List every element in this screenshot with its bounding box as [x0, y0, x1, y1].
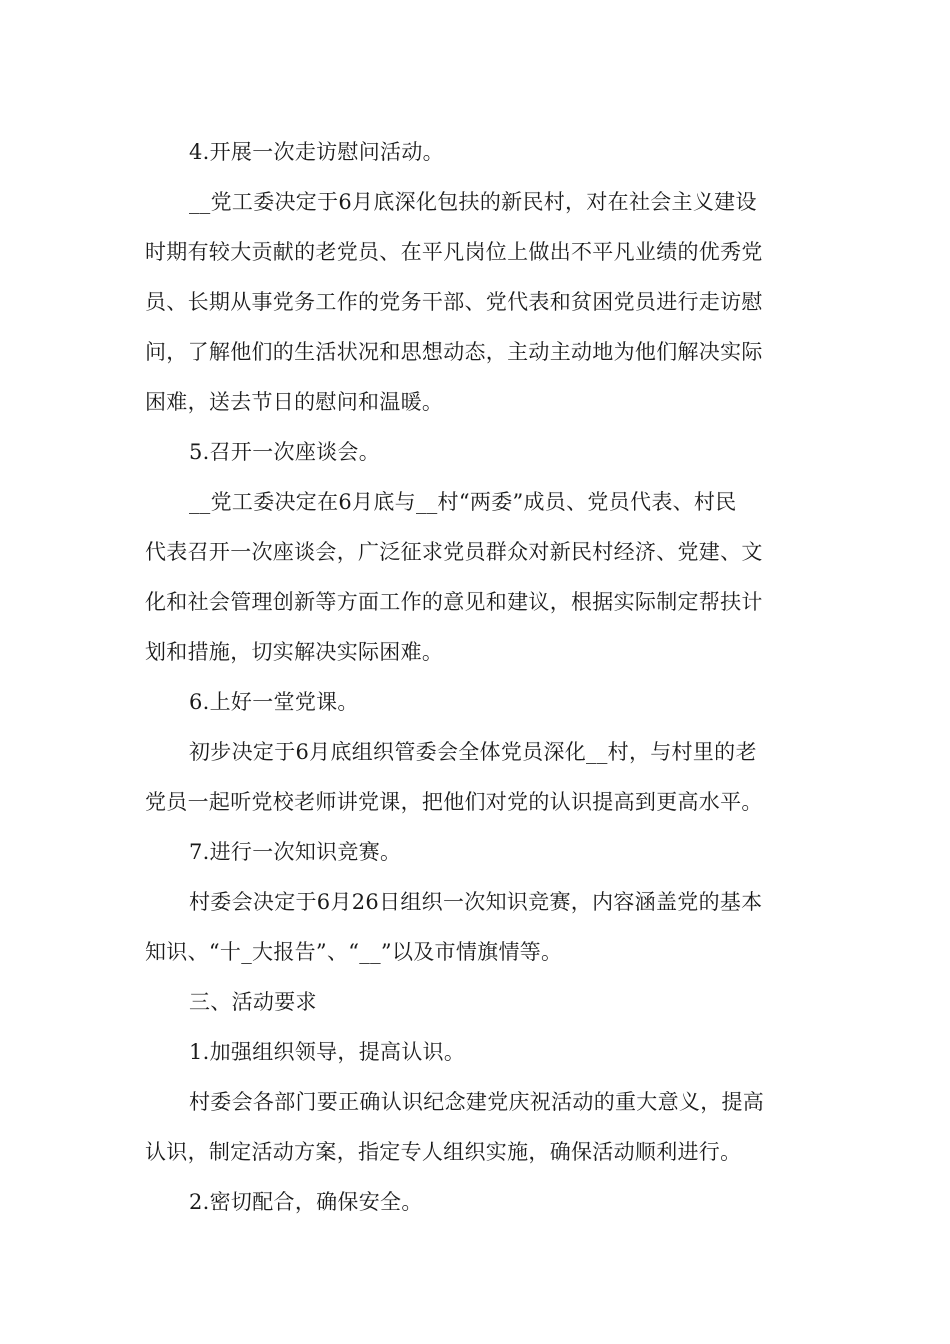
paragraph-line: 化和社会管理创新等方面工作的意见和建议，根据实际制定帮扶计 — [145, 590, 763, 614]
paragraph-line: __党工委决定在6月底与__村“两委”成员、党员代表、村民 — [189, 490, 737, 514]
heading-7-knowledge-contest: 7.进行一次知识竞赛。 — [189, 840, 402, 864]
paragraph-line: 困难，送去节日的慰问和温暖。 — [145, 390, 444, 414]
paragraph-line: 划和措施，切实解决实际困难。 — [145, 640, 444, 664]
paragraph-line: __党工委决定于6月底深化包扶的新民村，对在社会主义建设 — [189, 190, 757, 214]
heading-6-party-lesson: 6.上好一堂党课。 — [189, 690, 359, 714]
paragraph-line: 问，了解他们的生活状况和思想动态，主动主动地为他们解决实际 — [145, 340, 763, 364]
paragraph-line: 知识、“十_大报告”、“__”以及市情旗情等。 — [145, 940, 563, 964]
paragraph-line: 党员一起听党校老师讲党课，把他们对党的认识提高到更高水平。 — [145, 790, 763, 814]
paragraph-line: 代表召开一次座谈会，广泛征求党员群众对新民村经济、党建、文 — [145, 540, 763, 564]
paragraph-line: 初步决定于6月底组织管委会全体党员深化__村，与村里的老 — [189, 740, 757, 764]
heading-4-visit-activity: 4.开展一次走访慰问活动。 — [189, 140, 444, 164]
heading-1-leadership: 1.加强组织领导，提高认识。 — [189, 1040, 466, 1064]
section-heading-requirements: 三、活动要求 — [189, 990, 317, 1014]
heading-2-cooperation-safety: 2.密切配合，确保安全。 — [189, 1190, 423, 1214]
heading-5-symposium: 5.召开一次座谈会。 — [189, 440, 381, 464]
paragraph-line: 员、长期从事党务工作的党务干部、党代表和贫困党员进行走访慰 — [145, 290, 763, 314]
paragraph-line: 村委会决定于6月26日组织一次知识竞赛，内容涵盖党的基本 — [189, 890, 763, 914]
paragraph-line: 认识，制定活动方案，指定专人组织实施，确保活动顺利进行。 — [145, 1140, 742, 1164]
paragraph-line: 村委会各部门要正确认识纪念建党庆祝活动的重大意义，提高 — [189, 1090, 765, 1114]
paragraph-line: 时期有较大贡献的老党员、在平凡岗位上做出不平凡业绩的优秀党 — [145, 240, 763, 264]
